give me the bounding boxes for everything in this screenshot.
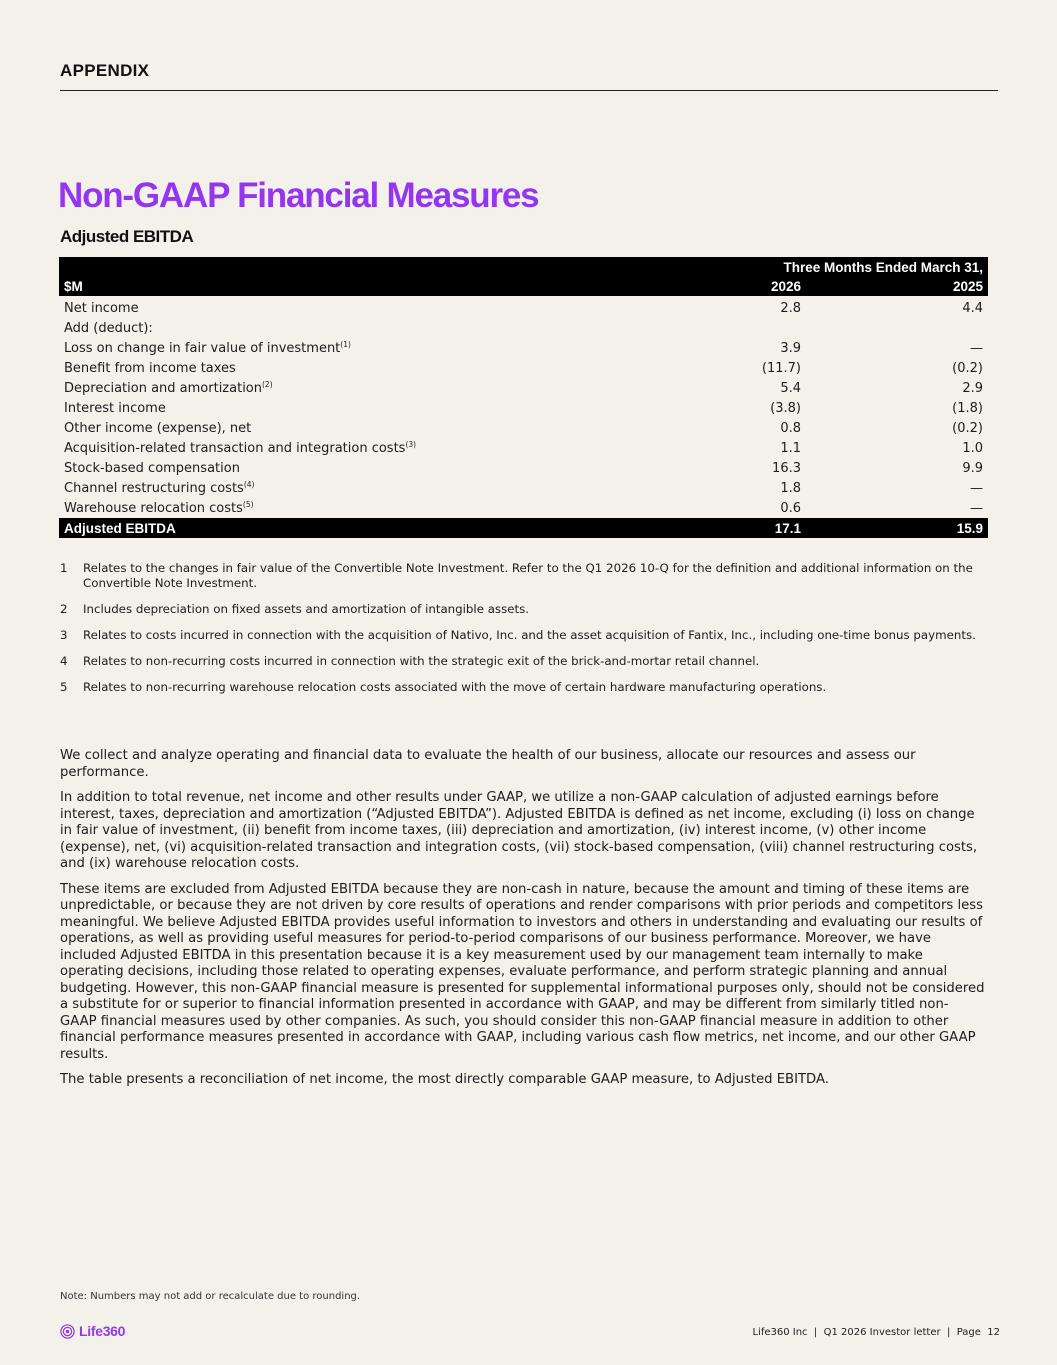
row-label: Benefit from income taxes bbox=[64, 360, 236, 376]
row-label: Warehouse relocation costs bbox=[64, 500, 243, 516]
value-2026: 3.9 bbox=[780, 340, 801, 356]
footnotes bbox=[60, 561, 985, 706]
table-row bbox=[59, 398, 988, 418]
value-2026: (3.8) bbox=[770, 400, 801, 416]
total-label: Adjusted EBITDA bbox=[59, 518, 716, 538]
table-row bbox=[59, 438, 988, 458]
table-header-row bbox=[59, 257, 988, 277]
row-label: Interest income bbox=[64, 400, 166, 416]
value-2025: (0.2) bbox=[952, 420, 983, 436]
life360-logo-icon bbox=[60, 1324, 75, 1339]
logo-text: Life360 bbox=[79, 1323, 126, 1339]
adjusted-ebitda-table bbox=[59, 257, 988, 538]
table-row bbox=[59, 478, 988, 498]
unit-label: $M bbox=[59, 277, 716, 296]
row-label: Channel restructuring costs bbox=[64, 480, 244, 496]
value-2026: 2.8 bbox=[780, 300, 801, 316]
footnote-text: Relates to non-recurring costs incurred in connection with the strategic exit of the brick-and-mortar retail channel. bbox=[83, 654, 760, 668]
row-label: Depreciation and amortization bbox=[64, 380, 262, 396]
value-2025: (0.2) bbox=[952, 360, 983, 376]
footnote-ref: (1) bbox=[340, 339, 351, 349]
value-2025: 4.4 bbox=[962, 300, 983, 316]
value-2026: (11.7) bbox=[761, 360, 801, 376]
rounding-note: Note: Numbers may not add or recalculate due to rounding. bbox=[60, 1291, 361, 1302]
footnote-text: Relates to costs incurred in connection with the acquisition of Nativo, Inc. and the asset acquisition of Fantix, Inc., including one-time bonus payments. bbox=[83, 628, 976, 642]
company-logo bbox=[60, 1323, 125, 1339]
row-label: Stock-based compensation bbox=[64, 460, 240, 476]
value-2025: (1.8) bbox=[952, 400, 983, 416]
value-2026 bbox=[716, 318, 806, 338]
period-header: Three Months Ended March 31, bbox=[716, 257, 988, 277]
row-label: Acquisition-related transaction and integration costs bbox=[64, 440, 406, 456]
footnote-ref: (4) bbox=[243, 479, 255, 489]
footnote-item bbox=[60, 680, 985, 695]
footnote-text: Relates to the changes in fair value of the Convertible Note Investment. Refer to the Q1 2026 10-Q for the definition and additional information on the Convertible Note Investment. bbox=[83, 561, 973, 590]
section-label: APPENDIX bbox=[60, 61, 150, 80]
footnote-text: Relates to non-recurring warehouse relocation costs associated with the move of certain hardware manufacturing operations. bbox=[83, 680, 827, 694]
footer-info: Life360 Inc | Q1 2026 Investor letter | Page 12 bbox=[752, 1327, 1000, 1338]
value-2025 bbox=[806, 318, 988, 338]
table-row bbox=[59, 378, 988, 398]
total-row bbox=[59, 518, 988, 538]
value-2026: 1.1 bbox=[780, 440, 801, 456]
total-2026: 17.1 bbox=[716, 518, 806, 538]
value-2026: 0.6 bbox=[780, 500, 801, 516]
body-paragraph: In addition to total revenue, net income and other results under GAAP, we utilize a non-GAAP calculation of adjusted earnings before interest, taxes, depreciation and amortization (“Adjusted EBITDA”). Adjusted EBITDA is defined as net income, excluding (i) loss on change in fair value of investment, (ii) benefit from income taxes, (iii) depreciation and amortization, (iv) interest income, (v) other income (expense), net, (vi) acquisition-related transaction and integration costs, (vii) stock-based compensation, (viii) channel restructuring costs, and (ix) warehouse relocation costs. bbox=[60, 790, 978, 871]
value-2025: — bbox=[970, 500, 983, 516]
total-2025: 15.9 bbox=[806, 518, 988, 538]
footnote-number: 5 bbox=[60, 680, 68, 694]
row-label: Loss on change in fair value of investment bbox=[64, 340, 341, 356]
value-2026: 1.8 bbox=[780, 480, 801, 496]
value-2025: 2.9 bbox=[962, 380, 983, 396]
page-title: Non-GAAP Financial Measures bbox=[58, 176, 539, 215]
value-2025: — bbox=[970, 480, 983, 496]
body-text bbox=[60, 748, 985, 1098]
footnote-text: Includes depreciation on fixed assets and amortization of intangible assets. bbox=[83, 602, 530, 616]
footnote-number: 2 bbox=[60, 602, 68, 616]
year-header-2025: 2025 bbox=[806, 277, 988, 296]
table-row bbox=[59, 358, 988, 378]
value-2025: 9.9 bbox=[962, 460, 983, 476]
value-2026: 16.3 bbox=[772, 460, 801, 476]
footnote-number: 4 bbox=[60, 654, 68, 668]
value-2025: 1.0 bbox=[962, 440, 983, 456]
footnote-item bbox=[60, 561, 985, 591]
footnote-item bbox=[60, 628, 985, 643]
footnote-item bbox=[60, 602, 985, 617]
table-row bbox=[59, 458, 988, 478]
footnote-number: 3 bbox=[60, 628, 68, 642]
table-row bbox=[59, 338, 988, 358]
footnote-ref: (5) bbox=[242, 499, 254, 509]
table-row bbox=[59, 318, 988, 338]
row-label: Other income (expense), net bbox=[64, 420, 252, 436]
year-header-2026: 2026 bbox=[716, 277, 806, 296]
body-paragraph: We collect and analyze operating and financial data to evaluate the health of our business, allocate our resources and assess our performance. bbox=[60, 748, 916, 780]
table-row bbox=[59, 296, 988, 318]
value-2025: — bbox=[970, 340, 983, 356]
body-paragraph: These items are excluded from Adjusted EBITDA because they are non-cash in nature, because the amount and timing of these items are unpredictable, or because they are not driven by core results of operations and render comparisons with prior periods and competitors less meaningful. We believe Adjusted EBITDA provides useful information to investors and others in understanding and evaluating our results of operations, as well as providing useful measures for period-to-period comparisons of our business performance. Moreover, we have included Adjusted EBITDA in this presentation because it is a key measurement used by our management team internally to make operating decisions, including those related to operating expenses, evaluate performance, and perform strategic planning and annual budgeting. However, this non-GAAP financial measure is presented for supplemental informational purposes only, should not be considered a substitute for or superior to financial information presented in accordance with GAAP, and may be different from similarly titled non-GAAP financial measures used by other companies. As such, you should consider this non-GAAP financial measure in addition to other financial performance measures presented in accordance with GAAP, including various cash flow metrics, net income, and our other GAAP results. bbox=[60, 881, 985, 1062]
header-divider bbox=[60, 90, 998, 91]
value-2026: 5.4 bbox=[780, 380, 801, 396]
table-title: Adjusted EBITDA bbox=[60, 227, 194, 246]
row-label: Net income bbox=[64, 300, 139, 316]
value-2026: 0.8 bbox=[780, 420, 801, 436]
footnote-ref: (2) bbox=[262, 379, 273, 389]
body-paragraph: The table presents a reconciliation of net income, the most directly comparable GAAP measure, to Adjusted EBITDA. bbox=[60, 1072, 829, 1087]
footnote-number: 1 bbox=[60, 561, 68, 575]
table-row bbox=[59, 418, 988, 438]
footnote-ref: (3) bbox=[405, 439, 417, 449]
table-row bbox=[59, 498, 988, 518]
row-label: Add (deduct): bbox=[64, 320, 153, 336]
footnote-item bbox=[60, 654, 985, 669]
table-header-years-row bbox=[59, 277, 988, 296]
